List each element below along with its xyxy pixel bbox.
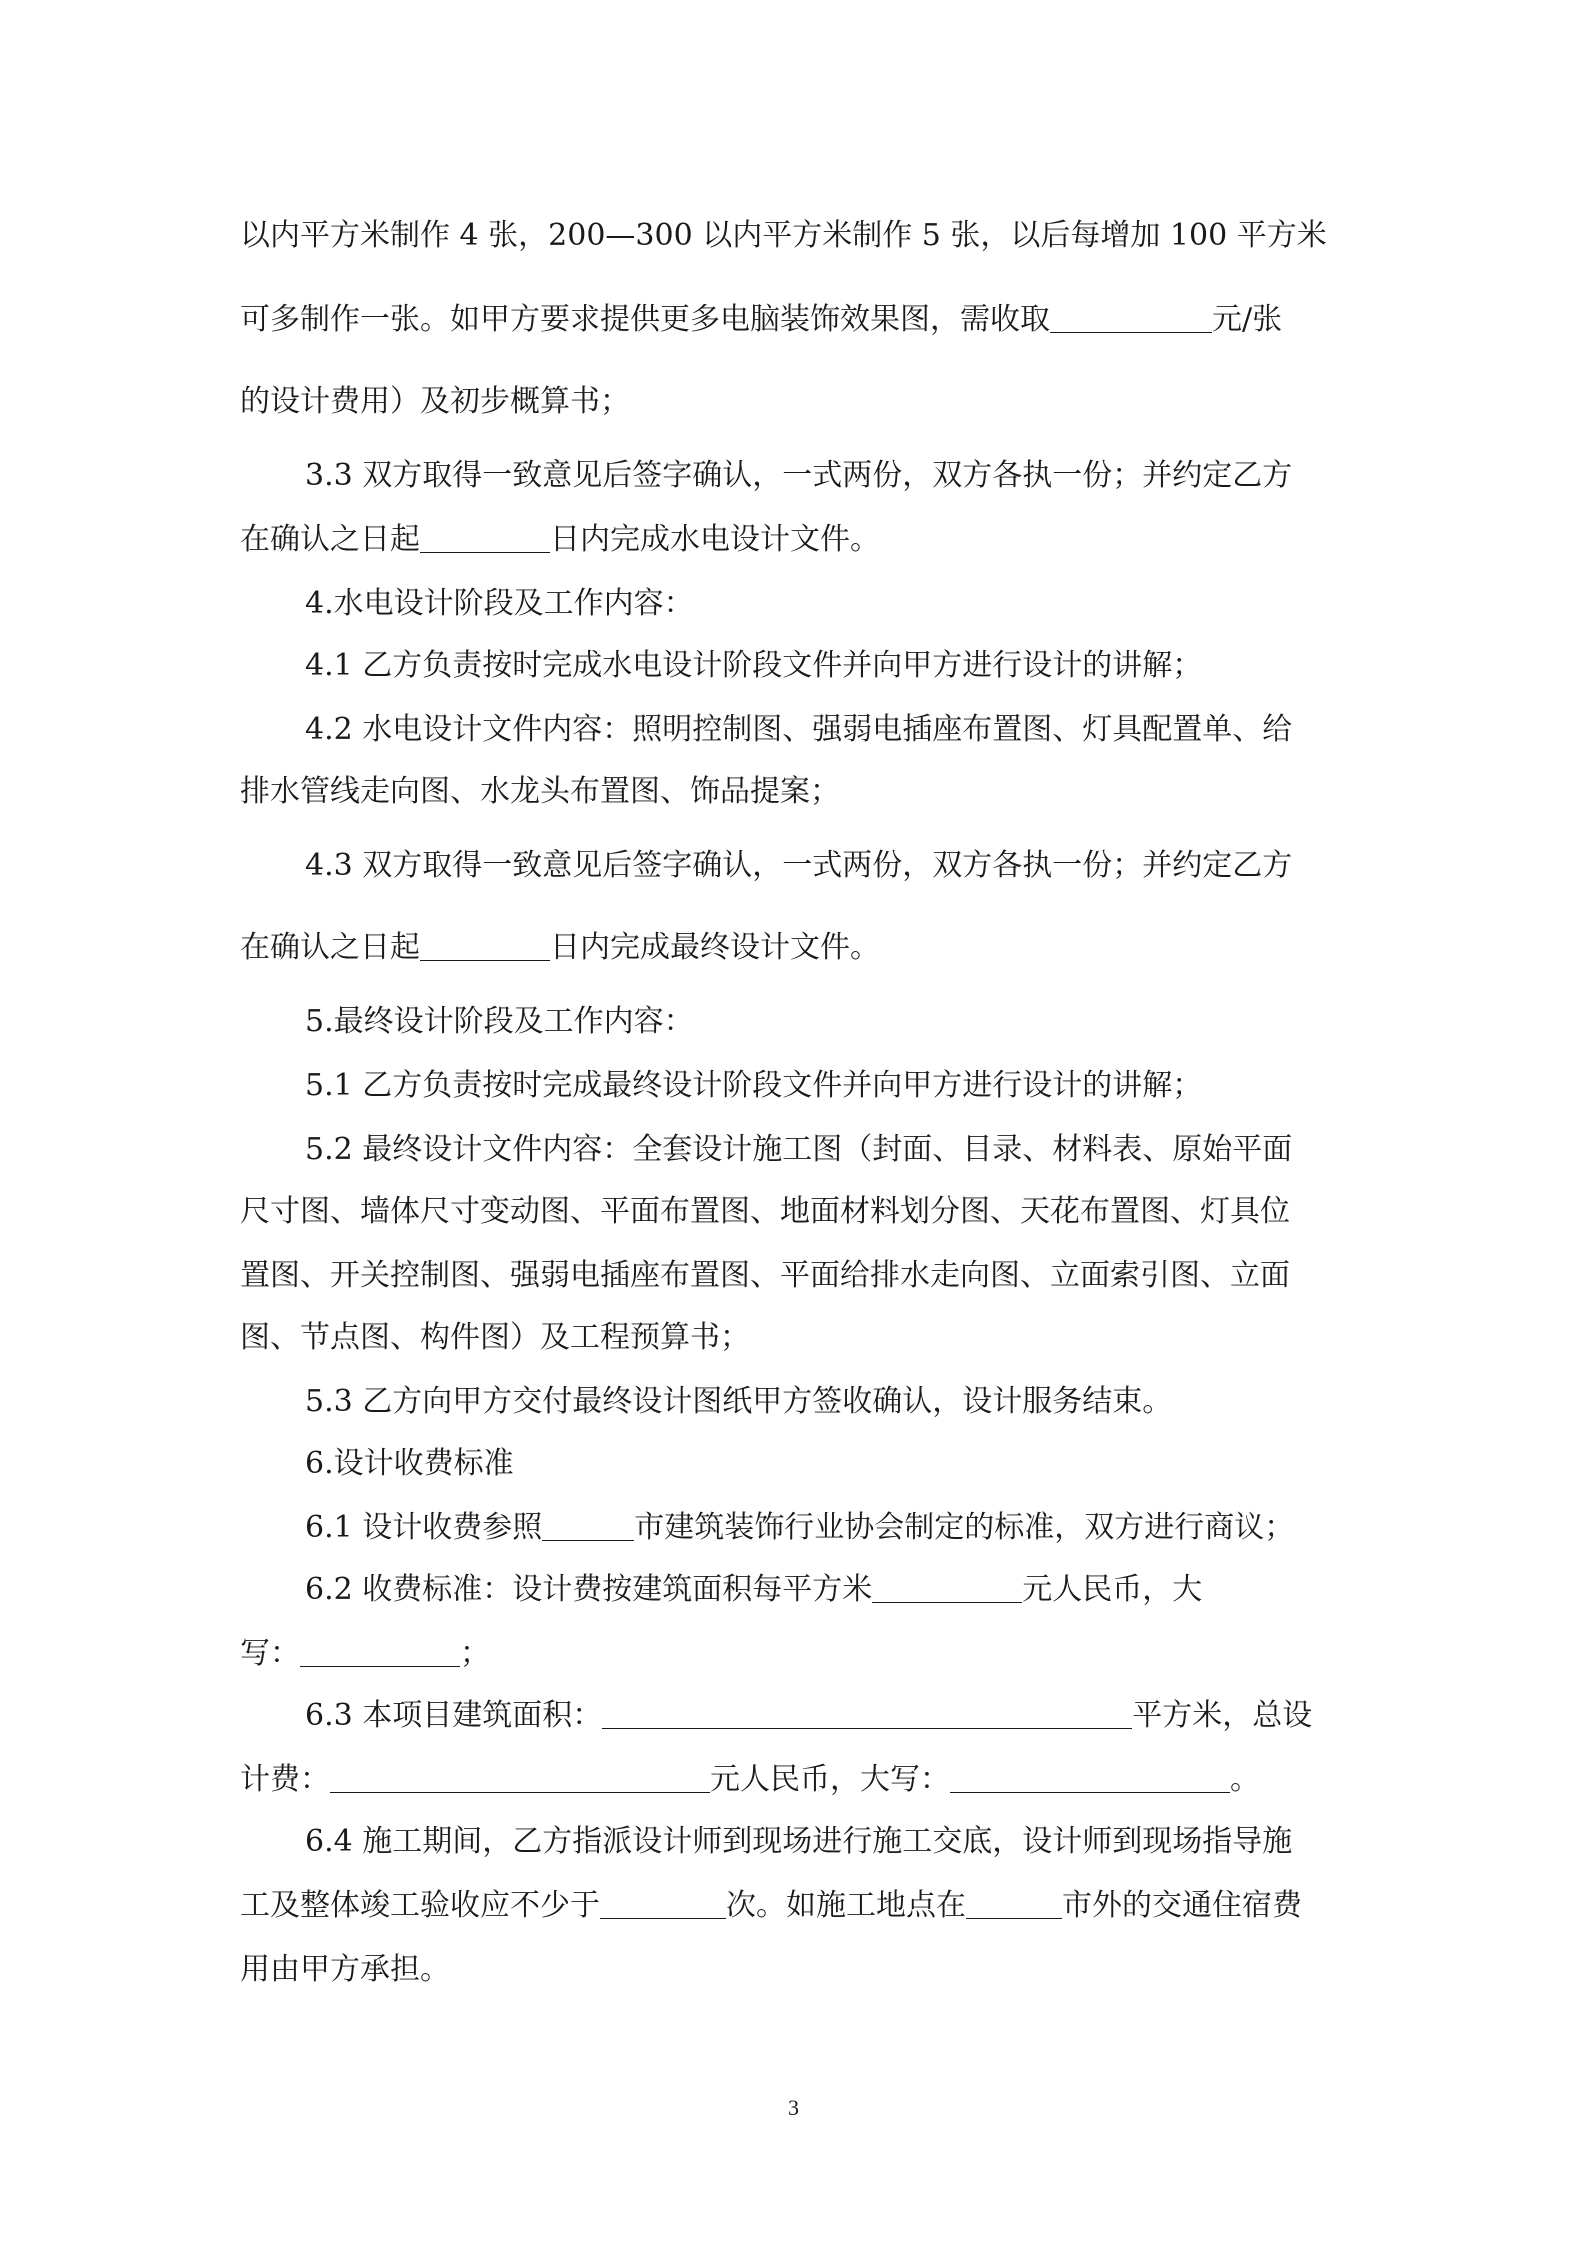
- text-segment: 市建筑装饰行业协会制定的标准，双方进行商议；: [634, 1510, 1295, 1545]
- fill-blank: [950, 1762, 1230, 1793]
- paragraph-line: 5.3 乙方向甲方交付最终设计图纸甲方签收确认，设计服务结束。: [305, 1384, 1173, 1419]
- paragraph-line: [240, 1886, 1360, 1926]
- paragraph-line: [240, 928, 1360, 968]
- fill-blank: [600, 1888, 726, 1919]
- text-segment: 元人民币，大: [1022, 1572, 1203, 1607]
- text-segment: 可多制作一张。如甲方要求提供更多电脑装饰效果图，需收取: [240, 302, 1050, 337]
- paragraph-line: 排水管线走向图、水龙头布置图、饰品提案；: [240, 774, 840, 809]
- text-segment: ；: [460, 1636, 490, 1671]
- paragraph-line: [240, 520, 1360, 560]
- paragraph-line: 的设计费用）及初步概算书；: [240, 384, 630, 419]
- text-segment: 日内完成最终设计文件。: [550, 930, 880, 965]
- section-heading: 4.水电设计阶段及工作内容：: [305, 586, 694, 621]
- paragraph-line: 4.3 双方取得一致意见后签字确认，一式两份，双方各执一份；并约定乙方: [305, 848, 1293, 883]
- text-segment: 元人民币，大写：: [710, 1762, 950, 1797]
- fill-blank: [602, 1698, 1132, 1729]
- paragraph-line: 置图、开关控制图、强弱电插座布置图、平面给排水走向图、立面索引图、立面: [240, 1258, 1290, 1293]
- paragraph-line: 3.3 双方取得一致意见后签字确认，一式两份，双方各执一份；并约定乙方: [305, 458, 1293, 493]
- text-segment: 。: [1230, 1762, 1260, 1797]
- paragraph-line: 4.2 水电设计文件内容：照明控制图、强弱电插座布置图、灯具配置单、给: [305, 712, 1293, 747]
- paragraph-line: [240, 300, 1360, 340]
- paragraph-line: [305, 1508, 1360, 1548]
- paragraph-line: [305, 1570, 1360, 1610]
- paragraph-line: 尺寸图、墙体尺寸变动图、平面布置图、地面材料划分图、天花布置图、灯具位: [240, 1194, 1290, 1229]
- text-segment: 写：: [240, 1636, 300, 1671]
- paragraph-line: 用由甲方承担。: [240, 1952, 450, 1987]
- text-segment: 在确认之日起: [240, 930, 420, 965]
- paragraph-line: 6.4 施工期间，乙方指派设计师到现场进行施工交底，设计师到现场指导施: [305, 1824, 1293, 1859]
- text-segment: 日内完成水电设计文件。: [550, 522, 880, 557]
- paragraph-line: [305, 1696, 1360, 1736]
- text-segment: 市外的交通住宿费: [1062, 1888, 1302, 1923]
- section-heading: 5.最终设计阶段及工作内容：: [305, 1004, 694, 1039]
- text-segment: 工及整体竣工验收应不少于: [240, 1888, 600, 1923]
- text-segment: 6.1 设计收费参照: [305, 1510, 543, 1545]
- text-segment: 计费：: [240, 1762, 330, 1797]
- paragraph-line: [240, 1760, 1360, 1800]
- text-segment: 平方米，总设: [1132, 1698, 1313, 1733]
- text-segment: 6.2 收费标准：设计费按建筑面积每平方米: [305, 1572, 873, 1607]
- fill-blank: [966, 1888, 1062, 1919]
- page-number: 3: [788, 2095, 799, 2120]
- fill-blank: [1050, 302, 1212, 333]
- text-segment: 在确认之日起: [240, 522, 420, 557]
- paragraph-line: 5.1 乙方负责按时完成最终设计阶段文件并向甲方进行设计的讲解；: [305, 1068, 1203, 1103]
- fill-blank: [542, 1510, 634, 1541]
- paragraph-line: [240, 1634, 1360, 1674]
- fill-blank: [420, 930, 550, 961]
- text-segment: 元/张: [1212, 302, 1283, 337]
- section-heading: 6.设计收费标准: [305, 1446, 514, 1481]
- paragraph-line: 图、节点图、构件图）及工程预算书；: [240, 1320, 750, 1355]
- paragraph-line: 4.1 乙方负责按时完成水电设计阶段文件并向甲方进行设计的讲解；: [305, 648, 1203, 683]
- fill-blank: [330, 1762, 710, 1793]
- paragraph-line: 以内平方米制作 4 张，200—300 以内平方米制作 5 张，以后每增加 100 平方米: [240, 218, 1327, 253]
- fill-blank: [420, 522, 550, 553]
- paragraph-line: 5.2 最终设计文件内容：全套设计施工图（封面、目录、材料表、原始平面: [305, 1132, 1293, 1167]
- text-segment: 6.3 本项目建筑面积：: [305, 1698, 603, 1733]
- fill-blank: [300, 1636, 460, 1667]
- fill-blank: [872, 1572, 1022, 1603]
- text-segment: 次。如施工地点在: [726, 1888, 966, 1923]
